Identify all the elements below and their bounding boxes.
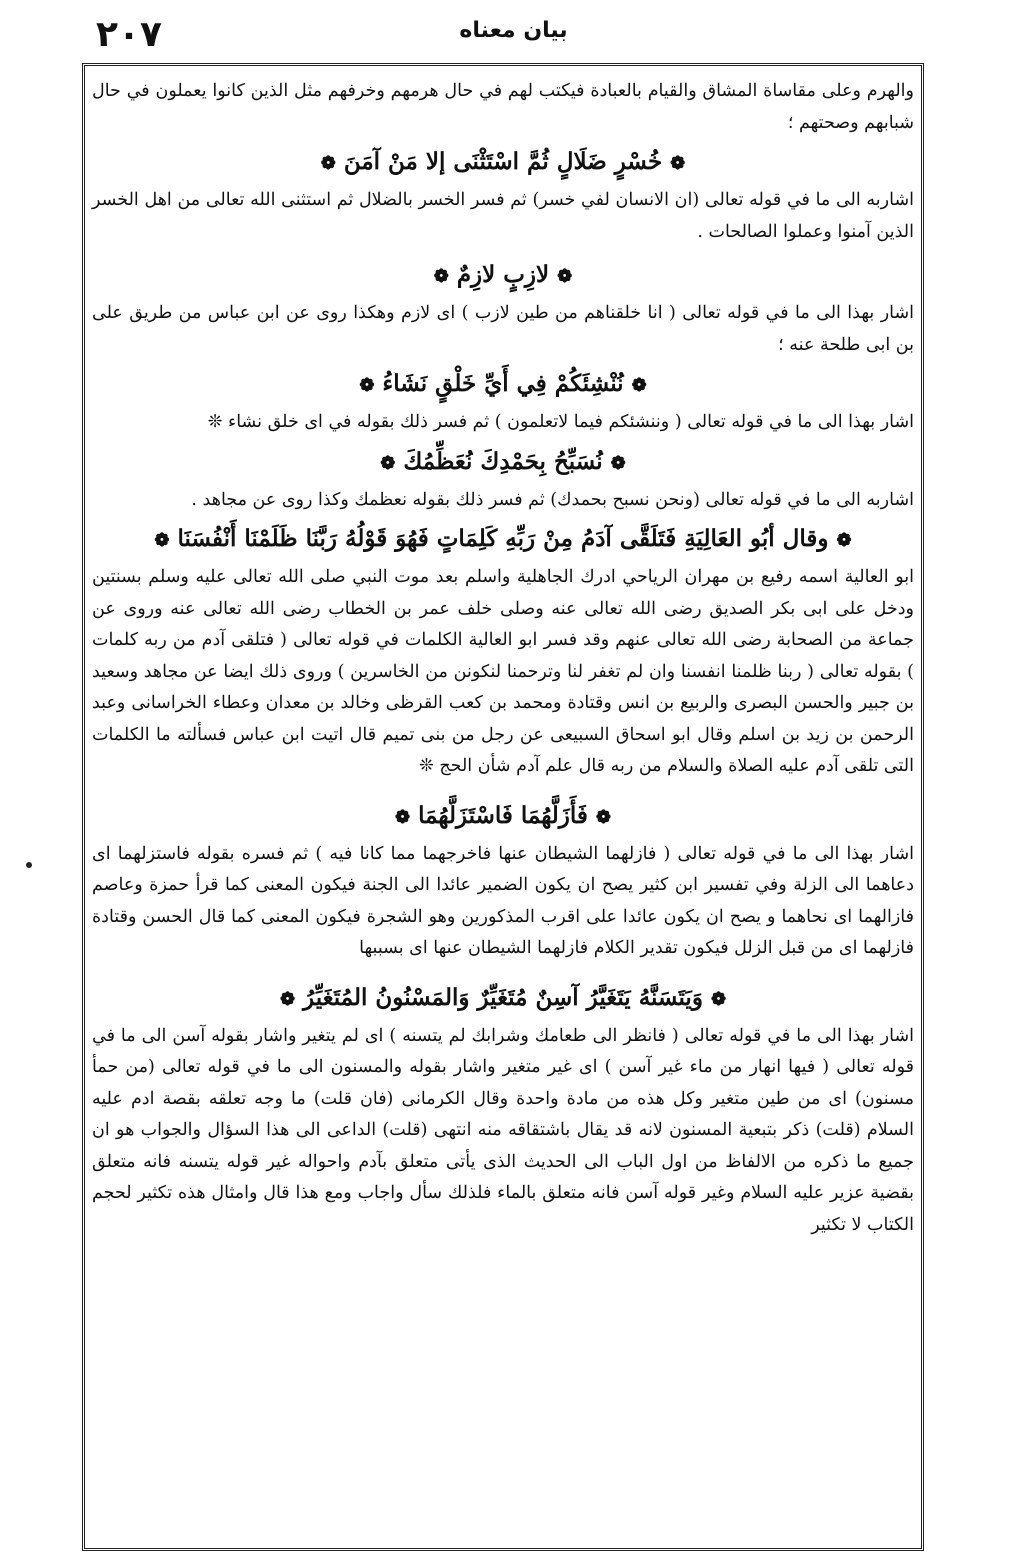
heading-text: وقال أبُو العَالِيَةِ فَتَلَقَّى آدَمُ مِنْ رَبِّهِ كَلِمَاتٍ فَهُوَ قَوْلُهُ رَبَّنَا ظَلَمْنَا أَنْفُسَنَا (177, 525, 829, 552)
heading-nunshiakum (92, 367, 914, 403)
paragraph-abul-aliya: ابو العالية اسمه رفيع بن مهران الرياحي ادرك الجاهلية واسلم بعد موت النبي صلى الله تعالى عليه وسلم بسنتين ودخل على ابى بكر الصديق رضى الله تعالى عنه وصلى خلف عمر بن الخطاب رضى الله تعالى عنه وروى عن جماعة من الصحابة رضى الله تعالى عنهم وقد فسر ابو العالية الكلمات في قوله تعالى ( فتلقى آدم من ربه كلمات ) بقوله تعالى ( ربنا ظلمنا انفسنا وان لم تغفر لنا وترحمنا لنكونن من الخاسرين ) وروى ذلك ايضا عن مجاهد وسعيد بن جبير والحسن البصرى والربيع بن انس وقتادة ومحمد بن كعب القرظى وخالد بن معدان وعطاء الخراسانى وعبد الرحمن بن زيد بن اسلم وقال ابو اسحاق السبيعى عن رجل من بنى تميم قال اتيت ابن عباس فسألته ما الكلمات التى تلقى آدم عليه الصلاة والسلام من ربه قال علم آدم شأن الحج ❊ (92, 567, 914, 776)
running-title: بيان معناه (459, 18, 568, 43)
ornament-icon: ❁ (595, 806, 612, 828)
heading-text: خُسْرٍ ضَلَالٍ ثُمَّ اسْتَثْنَى إلا مَنْ آمَنَ (343, 148, 663, 175)
ornament-icon: ❁ (394, 806, 411, 828)
ornament-icon: ❁ (279, 988, 296, 1010)
heading-text: نُنْشِئَكُمْ فِي أَيِّ خَلْقٍ نَشَاءُ (382, 370, 624, 397)
margin-speck (26, 862, 32, 868)
ornament-icon: ❁ (359, 375, 375, 396)
heading-text: وَيَتَسَنَّهُ يَتَغَيَّرُ آسِنٌ مُتَغَيِّرٌ وَالمَسْنُونُ المُتَغَيِّرُ (303, 983, 703, 1011)
paragraph-nunshiakum: اشار بهذا الى ما في قوله تعالى ( وننشئكم فيما لاتعلمون ) ثم فسر ذلك بقوله في اى خلق نشاء ❊ (207, 412, 914, 432)
ornament-icon: ❁ (836, 530, 852, 551)
paragraph-nusabbih: اشاربه الى ما في قوله تعالى (ونحن نسبح بحمدك) ثم فسر ذلك بقوله نعظمك وكذا روى عن مجاهد . (191, 489, 914, 510)
ornament-icon: ❁ (631, 375, 647, 396)
heading-azallahuma (92, 799, 914, 835)
paragraph-lazib: اشار بهذا الى ما في قوله تعالى ( انا خلقناهم من طين لازب ) اى لازم وهكذا روى عن ابن عباس من طريق على بن ابى طلحة عنه ؛ (92, 303, 914, 355)
ornament-icon: ❁ (557, 266, 573, 287)
ornament-icon: ❁ (433, 266, 449, 287)
heading-text: فَأَزَلَّهُمَا فَاسْتَزَلَّهُمَا (418, 801, 588, 829)
paragraph-intro: والهرم وعلى مقاساة المشاق والقيام بالعبادة فيكتب لهم في حال هرمهم وخرفهم مثل الذين كانوا يعملون في حال شبابهم وصحتهم ؛ (92, 81, 914, 133)
heading-khusr (92, 145, 914, 181)
heading-nusabbih (92, 445, 914, 481)
paragraph-azallahuma: اشار بهذا الى ما في قوله تعالى ( فازلهما الشيطان عنها فاخرجهما مما كانا فيه ) ثم فسره بقوله فاستزلهما اى دعاهما الى الزلة وفي تفسير ابن كثير يصح ان يكون الضمير عائدا الى الجنة فيكون المعنى كما قرأ حمزة وعاصم فازالهما اى نحاهما و يصح ان يكون عائدا على اقرب المذكورين وهو الشجرة فيكون المعنى كما قال الحسن وقتادة فازلهما اى من قبل الزلل فيكون تقدير الكلام فازلهما الشيطان عنها اى بسببها (92, 843, 914, 958)
heading-yatasannah (92, 981, 914, 1017)
heading-abul-aliya (92, 522, 914, 558)
heading-text: نُسَبِّحُ بِحَمْدِكَ نُعَظِّمُكَ (403, 447, 603, 475)
heading-text: لازِبٍ لازِمٌ (456, 261, 550, 288)
paragraph-khusr: اشاربه الى ما في قوله تعالى (ان الانسان لفي خسر) ثم فسر الخسر بالضلال ثم استثنى الله تعالى من اهل الخسر الذين آمنوا وعملوا الصالحات . (92, 190, 914, 242)
paragraph-yatasannah: اشار بهذا الى ما في قوله تعالى ( فانظر الى طعامك وشرابك لم يتسنه ) اى لم يتغير واشار بقوله آسن الى ما في قوله تعالى ( فيها انهار من ماء غير آسن ) اى غير متغير واشار بقوله والمسنون الى ما في قوله تعالى (من حمأ مسنون) اى من طين متغير وكل هذه من مادة واحدة وقال الكرمانى (فان قلت) ما وجه تعلقه بقصة ادم عليه السلام (قلت) ذكر بتبعية المسنون لانه قد يقال باشتقاقه منه انتهى (قلت) الداعى الى هذا السؤال والجواب هو ان جميع ما ذكره من الالفاظ من اول الباب الى الحديث الذى يأتى متعلق بآدم واحواله غير قوله يتسنه فانه متعلق بقضية عزير عليه السلام وغير قوله آسن فانه متعلق بالماء فلذلك سأل واجاب ومع هذا قال وامثال هذه تكثير لحجم الكتاب لا تكثير (92, 1025, 914, 1235)
heading-lazib (92, 258, 914, 294)
ornament-icon: ❁ (380, 452, 396, 474)
ornament-icon: ❁ (670, 153, 686, 174)
page-number: ٢٠٧ (96, 14, 162, 55)
ornament-icon: ❁ (320, 153, 336, 174)
ornament-icon: ❁ (154, 530, 170, 551)
page-body (92, 76, 914, 1241)
ornament-icon: ❁ (610, 452, 626, 474)
ornament-icon: ❁ (710, 988, 727, 1010)
